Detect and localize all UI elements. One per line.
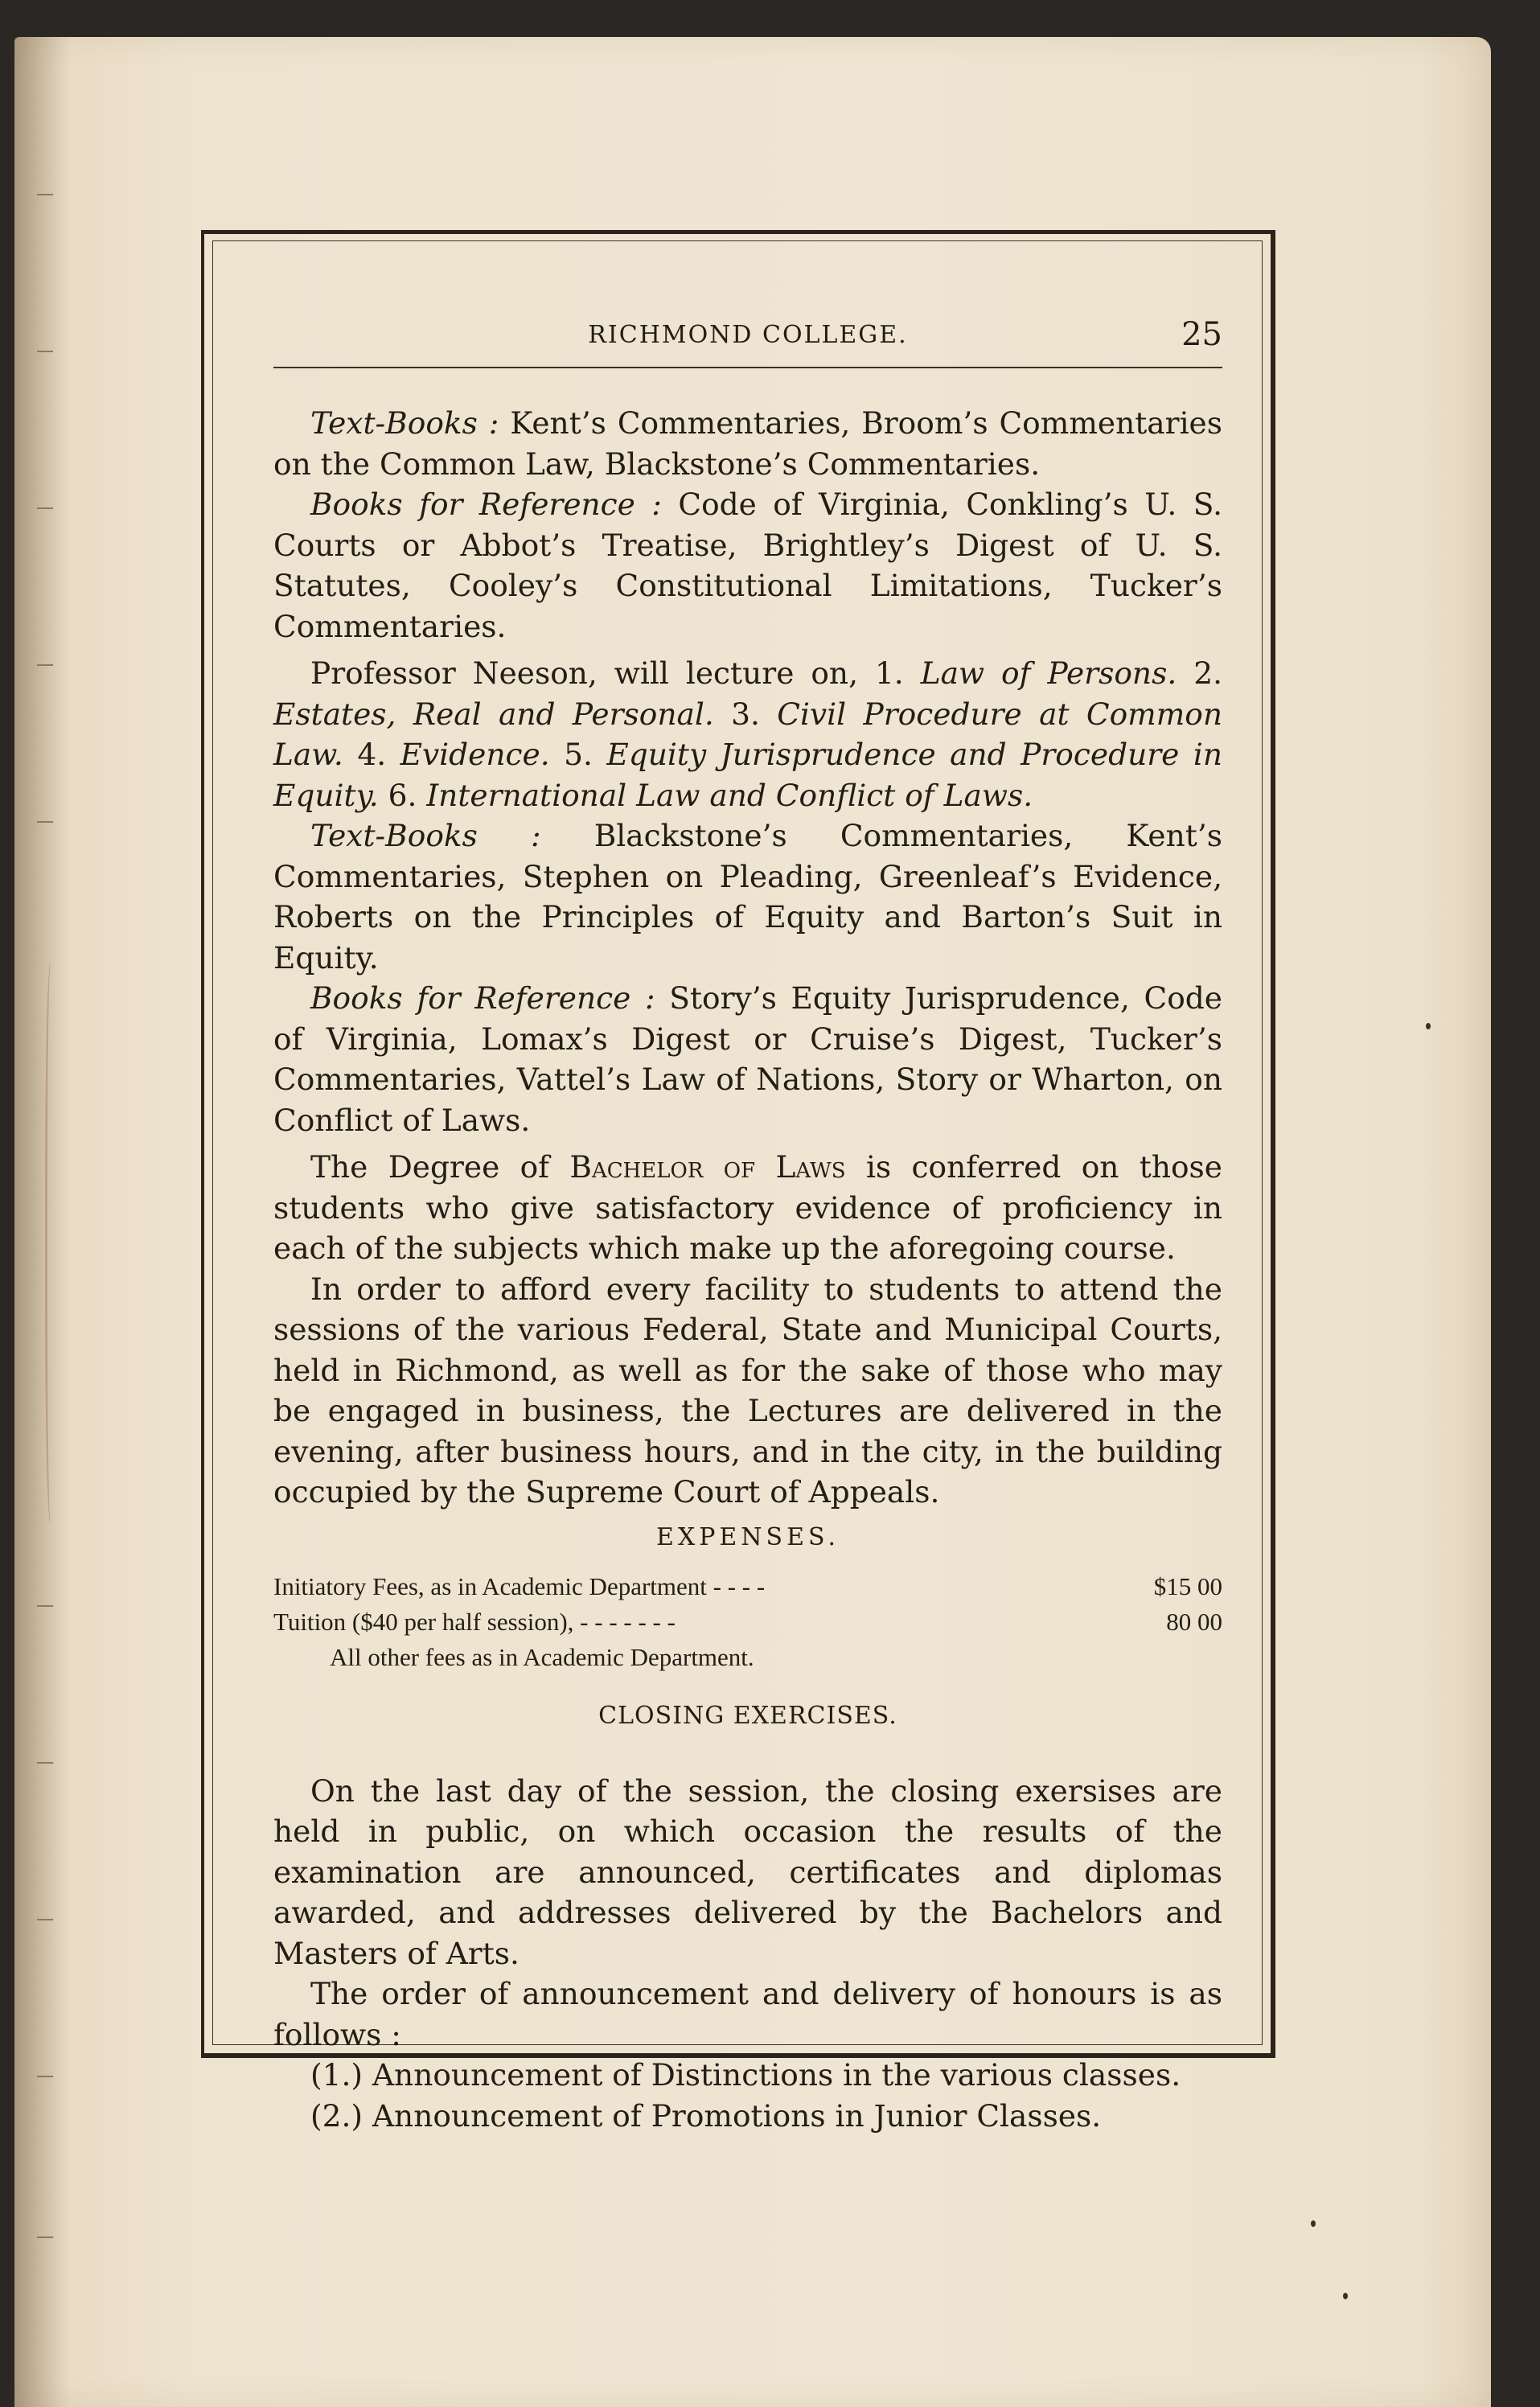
text-run: 5. [549, 737, 607, 772]
binding-mark [37, 507, 53, 509]
expense-label: Tuition ($40 per half session), - - - - - - - [273, 1608, 676, 1636]
expenses-heading: EXPENSES. [655, 1522, 840, 1551]
body-text [273, 403, 1222, 2136]
subject-title: Estates, Real and Personal. [273, 696, 714, 732]
ink-speck [1426, 1023, 1431, 1029]
binding-mark [37, 351, 53, 352]
binding-mark [37, 664, 53, 666]
page-number: 25 [1181, 316, 1222, 353]
text-run: 2. [1177, 655, 1222, 691]
binding-mark [37, 2237, 53, 2238]
binding-mark [37, 1762, 53, 1764]
binding-thread [45, 962, 59, 1525]
text-run: Professor Neeson, will lecture on, 1. [310, 655, 921, 691]
paragraph-text: Code of Virginia, Conkling’s U. S. Courts or Abbot’s Treatise, Brightley’s Digest of U. S. Statutes, Cooley’s Constitutional Limitations, Tucker’s Commentaries. [273, 487, 1223, 644]
binding-mark [37, 1919, 53, 1920]
binding-mark [37, 821, 53, 823]
binding-mark [37, 1605, 53, 1607]
text-run: is conferred on those students who give satisfactory evidence of proficiency in each of the subjects which make up the aforegoing course. [273, 1149, 1222, 1266]
expense-amount: $15 00 [1153, 1572, 1222, 1600]
expenses-table [273, 1569, 1222, 1640]
table-row [273, 1604, 1222, 1640]
text-run: 6. [378, 777, 427, 813]
paragraph: On the last day of the session, the closing exersises are held in public, on which occasion the results of the examination are announced, certificates and diplomas awarded, and addresses delivered by the Bachelors and Masters of Arts. [273, 1772, 1222, 1971]
paragraph-label: Text-Books : [310, 405, 499, 441]
paragraph: The order of announcement and delivery of honours is as follows : [273, 1976, 1222, 2052]
page-border [201, 230, 1275, 2134]
subject-title: Law of Persons. [920, 655, 1177, 691]
paragraph-text: Story’s Equity Jurisprudence, Code of Virginia, Lomax’s Digest or Cruise’s Digest, Tucker’s Commentaries, Vattel’s Law of Nations, Story or Wharton, on Conflict of Laws. [273, 980, 1222, 1138]
paragraph [273, 1147, 1222, 1269]
ink-speck [1311, 2220, 1316, 2227]
binding-mark [37, 194, 53, 195]
paragraph-label: Books for Reference : [310, 980, 655, 1016]
paragraph [273, 815, 1222, 978]
list-item: (2.) Announcement of Promotions in Junior Classes. [310, 2097, 1102, 2134]
running-head-title: RICHMOND COLLEGE. [588, 321, 908, 349]
paragraph-label: Books for Reference : [310, 487, 662, 522]
subject-title: Equity Jurisprudence and Procedure in Equity. [273, 737, 1222, 813]
text-run: 4. [343, 737, 400, 772]
subject-title: International Law and Conflict of Laws. [426, 777, 1033, 813]
closing-heading: CLOSING EXERCISES. [598, 1702, 897, 1730]
binding-mark [37, 2076, 53, 2077]
expense-amount: 80 00 [1166, 1608, 1222, 1636]
running-head [273, 316, 1222, 353]
table-row [273, 1569, 1222, 1604]
paragraph-text: Blackstone’s Commentaries, Kent’s Commentaries, Stephen on Pleading, Greenleaf’s Evidence, Roberts on the Principles of Equity and Barton’s Suit in Equity. [273, 818, 1222, 976]
expense-label: Initiatory Fees, as in Academic Department - - - - [273, 1572, 766, 1600]
text-run: The Degree of [310, 1149, 570, 1185]
paragraph [273, 653, 1222, 815]
list-item: (1.) Announcement of Distinctions in the various classes. [310, 2057, 1181, 2093]
paragraph-text: Kent’s Commentaries, Broom’s Commentaries on the Common Law, Blackstone’s Commentaries. [273, 405, 1222, 482]
text-run: 3. [713, 696, 778, 732]
subject-title: Civil Procedure at Common Law. [273, 696, 1222, 772]
paragraph [273, 484, 1222, 647]
gutter-shadow [14, 37, 71, 2407]
header-rule [273, 367, 1222, 368]
subject-title: Evidence. [400, 737, 550, 772]
paragraph: In order to afford every facility to students to attend the sessions of the various Federal, State and Municipal Courts, held in Richmond, as well as for the sake of those who may be engaged in business, the Lectures are delivered in the evening, after business hours, and in the city, in the building occupied by the Supreme Court of Appeals. [273, 1271, 1222, 1510]
paragraph [273, 403, 1222, 484]
ink-speck [1343, 2293, 1348, 2299]
expenses-note: All other fees as in Academic Department. [330, 1643, 754, 1671]
paragraph-label: Text-Books : [310, 818, 541, 853]
degree-name: Bachelor of Laws [569, 1149, 846, 1185]
paragraph [273, 978, 1222, 1140]
